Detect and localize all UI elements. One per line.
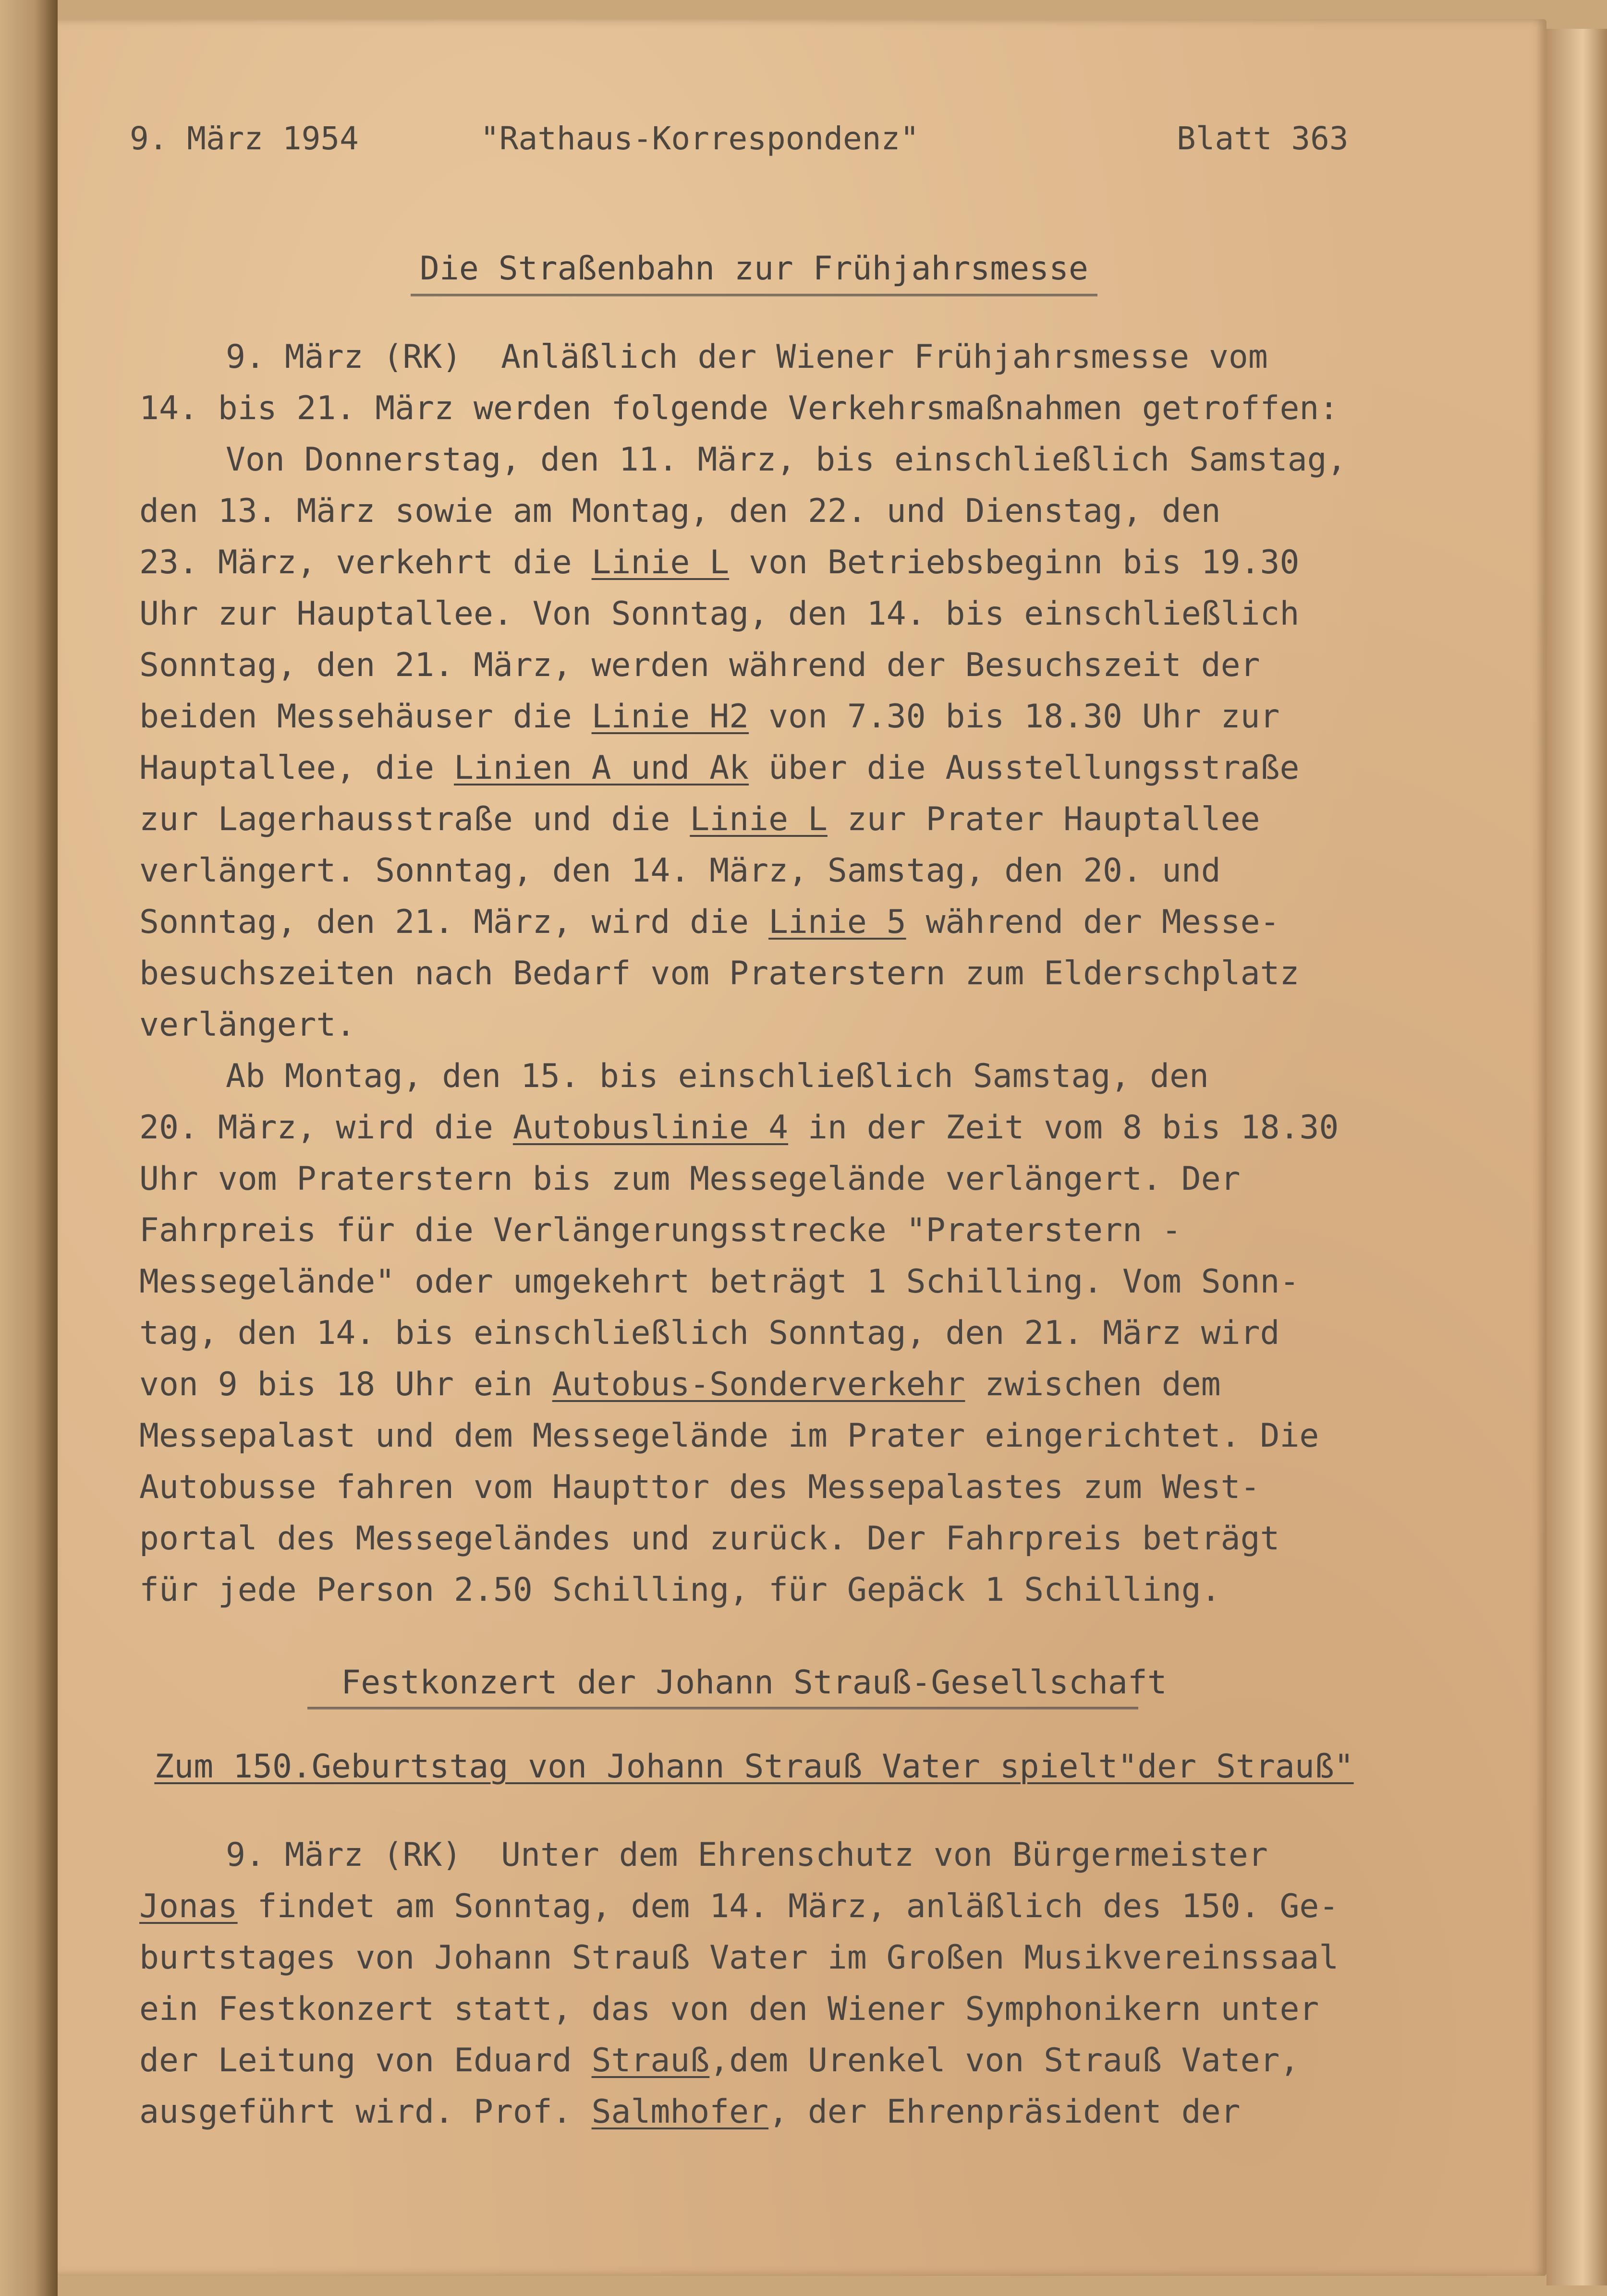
text-line: portal des Messegeländes und zurück. Der Fahrpreis beträgt [139,1520,1280,1558]
text-line: verlängert. Sonntag, den 14. März, Samstag, den 20. und [139,852,1221,890]
text-segment: ausgeführt wird. Prof. [139,2093,592,2131]
text-line [139,1881,1369,1932]
text-line: besuchszeiten nach Bedarf vom Praterstern zum Elderschplatz [139,955,1300,992]
text-segment: in der Zeit vom 8 bis 18.30 [788,1109,1339,1147]
underlined-term: Linien A und Ak [454,749,749,787]
header-sheet-number: Blatt 363 [1177,120,1349,157]
text-line: 9. März (RK) Unter dem Ehrenschutz von Bürgermeister [226,1836,1268,1874]
article2-body [139,1829,1369,2138]
text-line: Uhr zur Hauptallee. Von Sonntag, den 14. bis einschließlich [139,595,1300,633]
text-line: 9. März (RK) Anläßlich der Wiener Frühjahrsmesse vom [226,338,1268,376]
text-line: Von Donnerstag, den 11. März, bis einschließlich Samstag, [226,441,1347,479]
text-line [139,691,1369,742]
text-segment: , der Ehrenpräsident der [768,2093,1241,2131]
header-title: "Rathaus-Korrespondenz" [480,120,919,157]
text-line: Autobusse fahren vom Haupttor des Messepalastes zum West- [139,1468,1260,1506]
text-line: den 13. März sowie am Montag, den 22. und Dienstag, den [139,492,1221,530]
adjacent-page-edge [0,0,58,2296]
underlined-term: Salmhofer [591,2093,769,2131]
text-line [139,1359,1369,1410]
article1-body [139,331,1369,1616]
underlined-term: Autobuslinie 4 [512,1109,789,1147]
text-line: Messegelände" oder umgekehrt beträgt 1 Schilling. Vom Sonn- [139,1263,1300,1301]
text-segment: während der Messe- [906,903,1280,941]
text-line: Uhr vom Praterstern bis zum Messegelände verlängert. Der [139,1160,1241,1198]
text-line [139,896,1369,948]
heading-double-rule [411,294,1097,296]
text-line: tag, den 14. bis einschließlich Sonntag, den 21. März wird [139,1314,1280,1352]
text-segment: von 7.30 bis 18.30 Uhr zur [749,698,1280,736]
underlined-term: Autobus-Sonderverkehr [552,1366,965,1403]
text-line: Messepalast und dem Messegelände im Prater eingerichtet. Die [139,1417,1319,1455]
text-segment: beiden Messehäuser die [139,698,592,736]
text-line: verlängert. [139,1006,356,1044]
underlined-term: Linie H2 [591,698,749,736]
text-segment: 20. März, wird die [139,1109,513,1147]
text-segment: von Betriebsbeginn bis 19.30 [729,544,1300,581]
text-segment: Sonntag, den 21. März, wird die [139,903,769,941]
page-header [130,120,1359,158]
header-date: 9. März 1954 [130,120,359,157]
subheading-text: Zum 150.Geburtstag von Johann Strauß Vater spielt"der Strauß" [154,1748,1354,1786]
text-line [139,2035,1369,2086]
text-line: für jede Person 2.50 Schilling, für Gepäck 1 Schilling. [139,1571,1221,1609]
text-line: Sonntag, den 21. März, werden während der Besuchszeit der [139,646,1260,684]
heading-double-rule [307,1707,1138,1709]
text-segment: ,dem Urenkel von Strauß Vater, [709,2042,1300,2079]
text-line: 14. bis 21. März werden folgende Verkehrsmaßnahmen getroffen: [139,389,1339,427]
underlined-term: Linie L [690,800,828,838]
text-line: burtstages von Johann Strauß Vater im Großen Musikvereinssaal [139,1939,1339,1977]
text-line [139,794,1369,845]
article1-heading: Die Straßenbahn zur Frühjahrsmesse [420,250,1088,288]
article2-subheading [139,1748,1369,1786]
underlined-term: Linie 5 [768,903,906,941]
text-segment: zwischen dem [965,1366,1221,1403]
text-segment: zur Prater Hauptallee [827,800,1260,838]
text-line: ein Festkonzert statt, das von den Wiener Symphonikern unter [139,1990,1319,2028]
text-segment: Hauptallee, die [139,749,454,787]
text-line [139,537,1369,588]
text-line [139,742,1369,794]
text-line: Ab Montag, den 15. bis einschließlich Samstag, den [226,1057,1209,1095]
underlined-term: Strauß [591,2042,710,2079]
text-line [139,1102,1369,1153]
text-segment: zur Lagerhausstraße und die [139,800,690,838]
underlined-term: Linie L [591,544,730,581]
text-segment: von 9 bis 18 Uhr ein [139,1366,552,1403]
text-segment: der Leitung von Eduard [139,2042,592,2079]
text-line: Fahrpreis für die Verlängerungsstrecke "Praterstern - [139,1211,1181,1249]
text-segment: 23. März, verkehrt die [139,544,592,581]
text-segment: über die Ausstellungsstraße [749,749,1300,787]
article2-heading: Festkonzert der Johann Strauß-Gesellschaft [341,1664,1167,1702]
text-segment: findet am Sonntag, dem 14. März, anläßlich des 150. Ge- [237,1887,1339,1925]
text-line [139,2086,1369,2138]
underlined-term: Jonas [139,1887,238,1925]
page-stack-edge [1546,29,1607,2285]
